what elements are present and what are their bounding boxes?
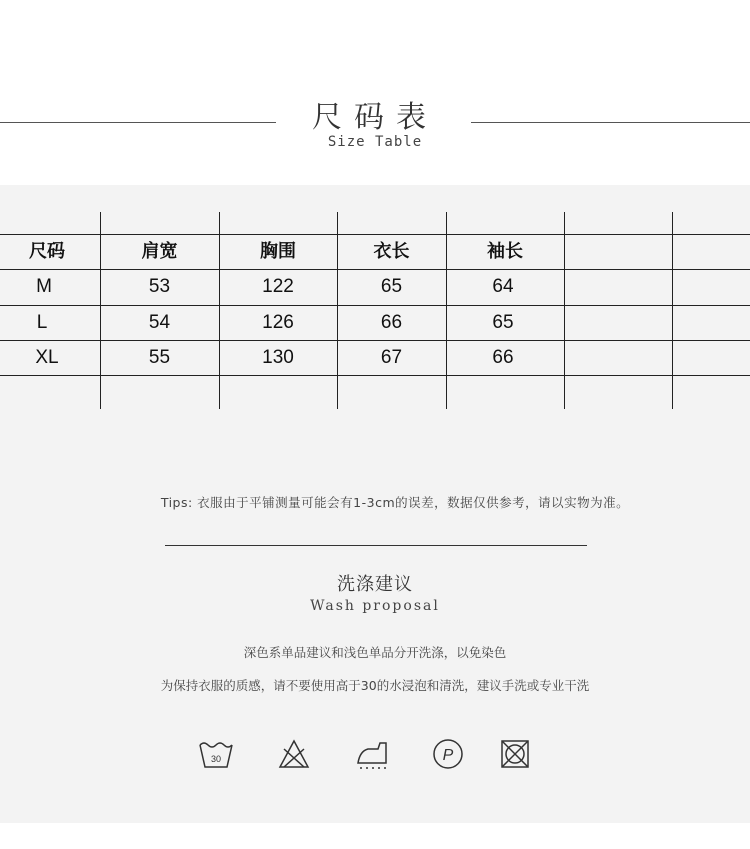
wash-30-icon: [198, 737, 234, 771]
wash-note-dark-colors: 深色系单品建议和浅色单品分开洗涤，以免染色: [243, 645, 507, 660]
no-tumble-dry-icon: [497, 737, 533, 771]
column-header-shoulder: 肩宽: [141, 241, 178, 262]
table-cell: M: [36, 276, 52, 297]
wash-temperature-label: 30: [210, 754, 222, 764]
dry-clean-label: P: [442, 747, 454, 764]
table-cell: 130: [262, 347, 294, 368]
table-cell: 126: [262, 312, 294, 333]
table-cell: 64: [492, 276, 514, 297]
section-divider: [165, 545, 587, 546]
column-header-chest: 胸围: [260, 241, 296, 262]
column-header-size: 尺码: [29, 241, 65, 262]
wash-subtitle: Wash proposal: [310, 598, 440, 614]
iron-icon: [354, 737, 390, 771]
wash-note-temperature: 为保持衣服的质感，请不要使用高于30的水浸泡和清洗，建议手洗或专业干洗: [160, 678, 590, 693]
column-header-sleeve: 袖长: [487, 241, 523, 262]
no-bleach-icon: [276, 737, 312, 771]
table-cell: 65: [380, 276, 403, 297]
table-column-divider: [564, 212, 565, 409]
table-cell: 66: [492, 347, 514, 368]
table-cell: 55: [148, 347, 171, 368]
table-cell: 67: [380, 347, 403, 368]
table-cell: 65: [492, 312, 514, 333]
table-row-divider: [0, 375, 750, 376]
page-title: 尺码表: [312, 100, 438, 135]
dry-clean-p-icon: [430, 737, 466, 771]
table-cell: 53: [148, 276, 171, 297]
column-header-length: 衣长: [373, 241, 410, 262]
table-cell: 66: [380, 312, 403, 333]
page-subtitle: Size Table: [327, 134, 423, 150]
table-cell: L: [36, 312, 48, 333]
wash-title: 洗涤建议: [337, 574, 413, 595]
measurement-tips: Tips: 衣服由于平铺测量可能会有1-3cm的误差，数据仅供参考，请以实物为准。: [160, 495, 630, 510]
table-cell: 54: [148, 312, 171, 333]
table-cell: XL: [35, 347, 59, 368]
table-column-divider: [672, 212, 673, 409]
table-cell: 122: [262, 276, 294, 297]
